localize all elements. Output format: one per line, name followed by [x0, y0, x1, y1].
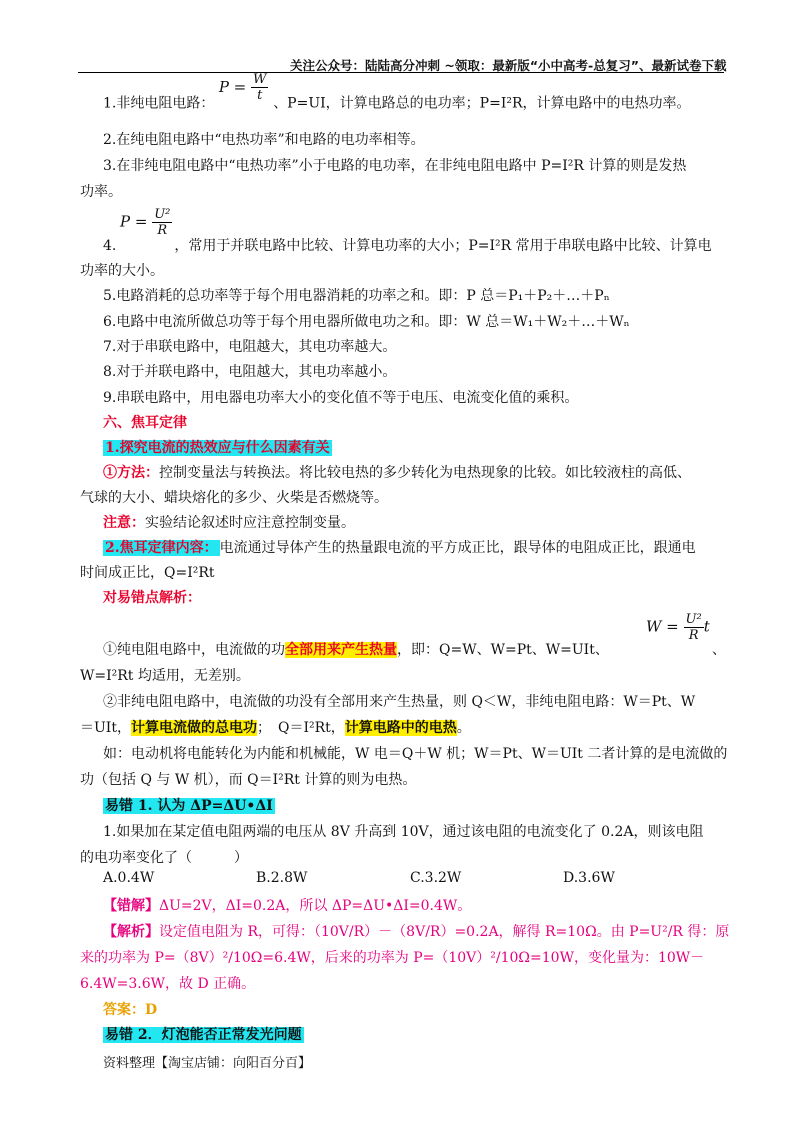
analysis-p1-end: 、	[712, 642, 726, 658]
line-7: 7.对于串联电路中，电阻越大，其电功率越大。	[103, 339, 397, 355]
answer-line: 答案：D	[103, 1002, 158, 1018]
analysis-p3a: 如：电动机将电能转化为内能和机械能，W 电＝Q＋W 机；W＝Pt、W＝UIt 二者计算的是电流做的	[103, 746, 728, 762]
line-5: 5.电路消耗的总功率等于每个用电器消耗的功率之和。即：P 总＝P₁＋P₂＋…＋Pₙ	[103, 288, 610, 304]
error-2-title: 易错 2．灯泡能否正常发光问题	[105, 1027, 302, 1043]
option-c: C.3.2W	[410, 870, 462, 886]
analysis-solution-a: 【解析】设定值电阻为 R，可得：（10V/R）－（8V/R）=0.2A，解得 R=10Ω。由 P=U²/R 得：原	[103, 924, 730, 940]
analysis-p1c: W=I²Rt 均适用，无差别。	[80, 668, 250, 684]
line-1-suffix: 、P=UI，计算电路总的电功率；P=I²R，计算电路中的电热功率。	[273, 95, 691, 112]
page-header: 关注公众号：陆陆高分冲刺 ~领取：最新版“小中高考-总复习”、最新试卷下载	[290, 58, 727, 73]
section-6-sub1: 1.探究电流的热效应与什么因素有关	[105, 440, 330, 456]
analysis-title: 对易错点解析：	[103, 590, 201, 606]
option-d: D.3.6W	[563, 870, 615, 886]
line-3a: 3.在非纯电阻电路中“电热功率”小于电路的电功率，在非纯电阻电路中 P=I²R 计算的则是发热	[103, 158, 687, 174]
power-formula-w-over-t: P = $\frac{W}{t}$	[218, 72, 267, 103]
option-a: A.0.4W	[103, 870, 155, 886]
line-9: 9.串联电路中，用电器电功率大小的变化值不等于电压、电流变化值的乘积。	[103, 390, 579, 406]
line-2: 2.在纯电阻电路中“电热功率”和电路的电功率相等。	[103, 132, 425, 148]
joule-law-line-2: 时间成正比，Q=I²Rt	[80, 565, 215, 581]
error-1-title: 易错 1. 认为 ΔP=ΔU•ΔI	[105, 798, 273, 814]
analysis-solution-c: 6.4W=3.6W，故 D 正确。	[80, 976, 256, 992]
analysis-p2a: ②非纯电阻电路中，电流做的功没有全部用来产生热量，则 Q＜W，非纯电阻电路：W＝Pt、W	[103, 694, 696, 710]
joule-law-line: 2.焦耳定律内容： 电流通过导体产生的热量跟电流的平方成正比，跟导体的电阻成正比，跟通电	[105, 540, 696, 556]
line-8: 8.对于并联电路中，电阻越大，其电功率越小。	[103, 364, 397, 380]
method-line-2: 气球的大小、蜡块熔化的多少、火柴是否燃烧等。	[80, 490, 388, 506]
power-formula-u2-over-r: P = $\frac{\text{U²}}{R}$	[120, 207, 171, 238]
method-line: ①方法：控制变量法与转换法。将比较电热的多少转化为电热现象的比较。如比较液柱的高低、	[103, 465, 691, 481]
line-4b: 功率的大小。	[80, 263, 164, 279]
work-formula-u2-over-r-t: W = $\frac{\text{U²}}{R}$ t	[646, 612, 710, 643]
option-b: B.2.8W	[256, 870, 308, 886]
section-6-title: 六、焦耳定律	[103, 415, 187, 431]
question-1b: 的电功率变化了（ ）	[80, 850, 248, 866]
header-rule	[78, 72, 724, 73]
line-4: 4. ，常用于并联电路中比较、计算电功率的大小；P=I²R 常用于串联电路中比较、计算电	[103, 238, 712, 254]
question-1a: 1.如果加在某定值电阻两端的电压从 8V 升高到 10V，通过该电阻的电流变化了 0.2A，则该电阻	[103, 824, 704, 840]
analysis-p1: ①纯电阻电路中，电流做的功全部用来产生热量，即：Q=W、W=Pt、W=UIt、	[103, 642, 609, 658]
page-footer: 资料整理【淘宝店铺：向阳百分百】	[103, 1056, 312, 1071]
line-6: 6.电路中电流所做总功等于每个用电器所做电功之和。即：W 总＝W₁＋W₂＋…＋Wₙ	[103, 314, 630, 330]
line-3b: 功率。	[80, 184, 122, 200]
analysis-p3b: 功（包括 Q 与 W 机），而 Q＝I²Rt 计算的则为电热。	[80, 772, 417, 788]
note-line: 注意：实验结论叙述时应注意控制变量。	[103, 515, 355, 531]
wrong-solution: 【错解】ΔU=2V，ΔI=0.2A，所以 ΔP=ΔU•ΔI=0.4W。	[103, 898, 472, 914]
analysis-solution-b: 来的功率为 P=（8V）²/10Ω=6.4W，后来的功率为 P=（10V）²/10Ω=10W，变化量为：10W－	[80, 950, 705, 966]
analysis-p2b: ＝UIt，计算电流做的总电功； Q＝I²Rt，计算电路中的电热。	[80, 720, 471, 736]
line-1-prefix: 1.非纯电阻电路：	[103, 95, 215, 112]
line-1	[103, 72, 691, 119]
